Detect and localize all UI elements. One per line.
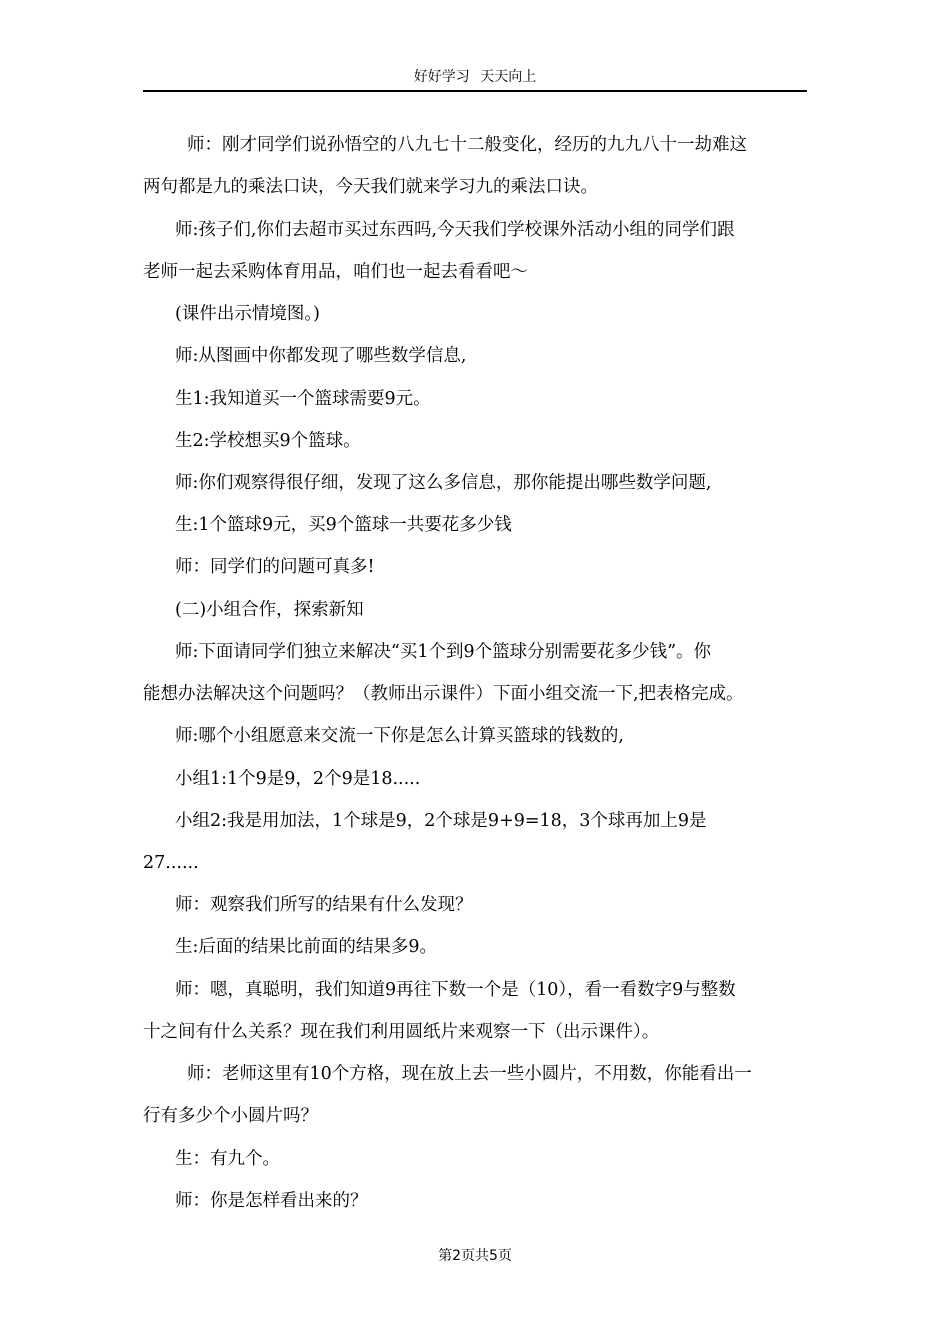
text-line: 生:后面的结果比前面的结果多9。 [175,937,438,957]
text-line: 行有多少个小圆片吗？ [143,1106,318,1126]
text-line: 小组1:1个9是9，2个9是18..... [175,769,421,789]
page-footer [0,1246,950,1266]
text-line: 十之间有什么关系？现在我们利用圆纸片来观察一下（出示课件）。 [143,1022,660,1042]
text-line: 师：嗯，真聪明，我们知道9再往下数一个是（10），看一看数字9与整数 [175,980,736,1000]
text-line: 师：同学们的问题可真多! [175,557,375,577]
page-header [143,66,807,92]
text-line: (课件出示情境图。) [175,304,320,324]
text-line: 师:你们观察得很仔细，发现了这么多信息，那你能提出哪些数学问题, [175,473,712,493]
page-number: 第2页共5页 [438,1248,512,1264]
text-line: 生:1个篮球9元，买9个篮球一共要花多少钱 [175,515,512,535]
text-line: 师:下面请同学们独立来解决“买1个到9个篮球分别需要花多少钱”。你 [175,642,712,662]
text-line: 师:从图画中你都发现了哪些数学信息, [175,346,467,366]
section-heading: (二)小组合作，探索新知 [175,600,364,620]
text-line: 师：刚才同学们说孙悟空的八九七十二般变化，经历的九九八十一劫难这 [187,135,747,155]
text-line: 生1:我知道买一个篮球需要9元。 [175,389,431,409]
text-line: 两句都是九的乘法口诀，今天我们就来学习九的乘法口诀。 [143,177,598,197]
text-line: 小组2:我是用加法，1个球是9，2个球是9+9=18，3个球再加上9是 [175,811,707,831]
text-line: 师：观察我们所写的结果有什么发现？ [175,895,473,915]
text-line: 师：老师这里有10个方格，现在放上去一些小圆片，不用数，你能看出一 [187,1064,752,1084]
text-line: 生2:学校想买9个篮球。 [175,431,361,451]
text-line: 27...... [143,853,199,873]
text-line: 师:哪个小组愿意来交流一下你是怎么计算买篮球的钱数的, [175,726,624,746]
text-line: 能想办法解决这个问题吗？（教师出示课件）下面小组交流一下,把表格完成。 [143,684,744,704]
text-line: 生：有九个。 [175,1149,280,1169]
header-motto-right: 天天向上 [480,69,537,85]
text-line: 老师一起去采购体育用品，咱们也一起去看看吧～ [143,262,528,282]
header-motto-left: 好好学习 [413,69,470,85]
text-line: 师:孩子们,你们去超市买过东西吗,今天我们学校课外活动小组的同学们跟 [175,220,735,240]
text-line: 师：你是怎样看出来的？ [175,1191,368,1211]
